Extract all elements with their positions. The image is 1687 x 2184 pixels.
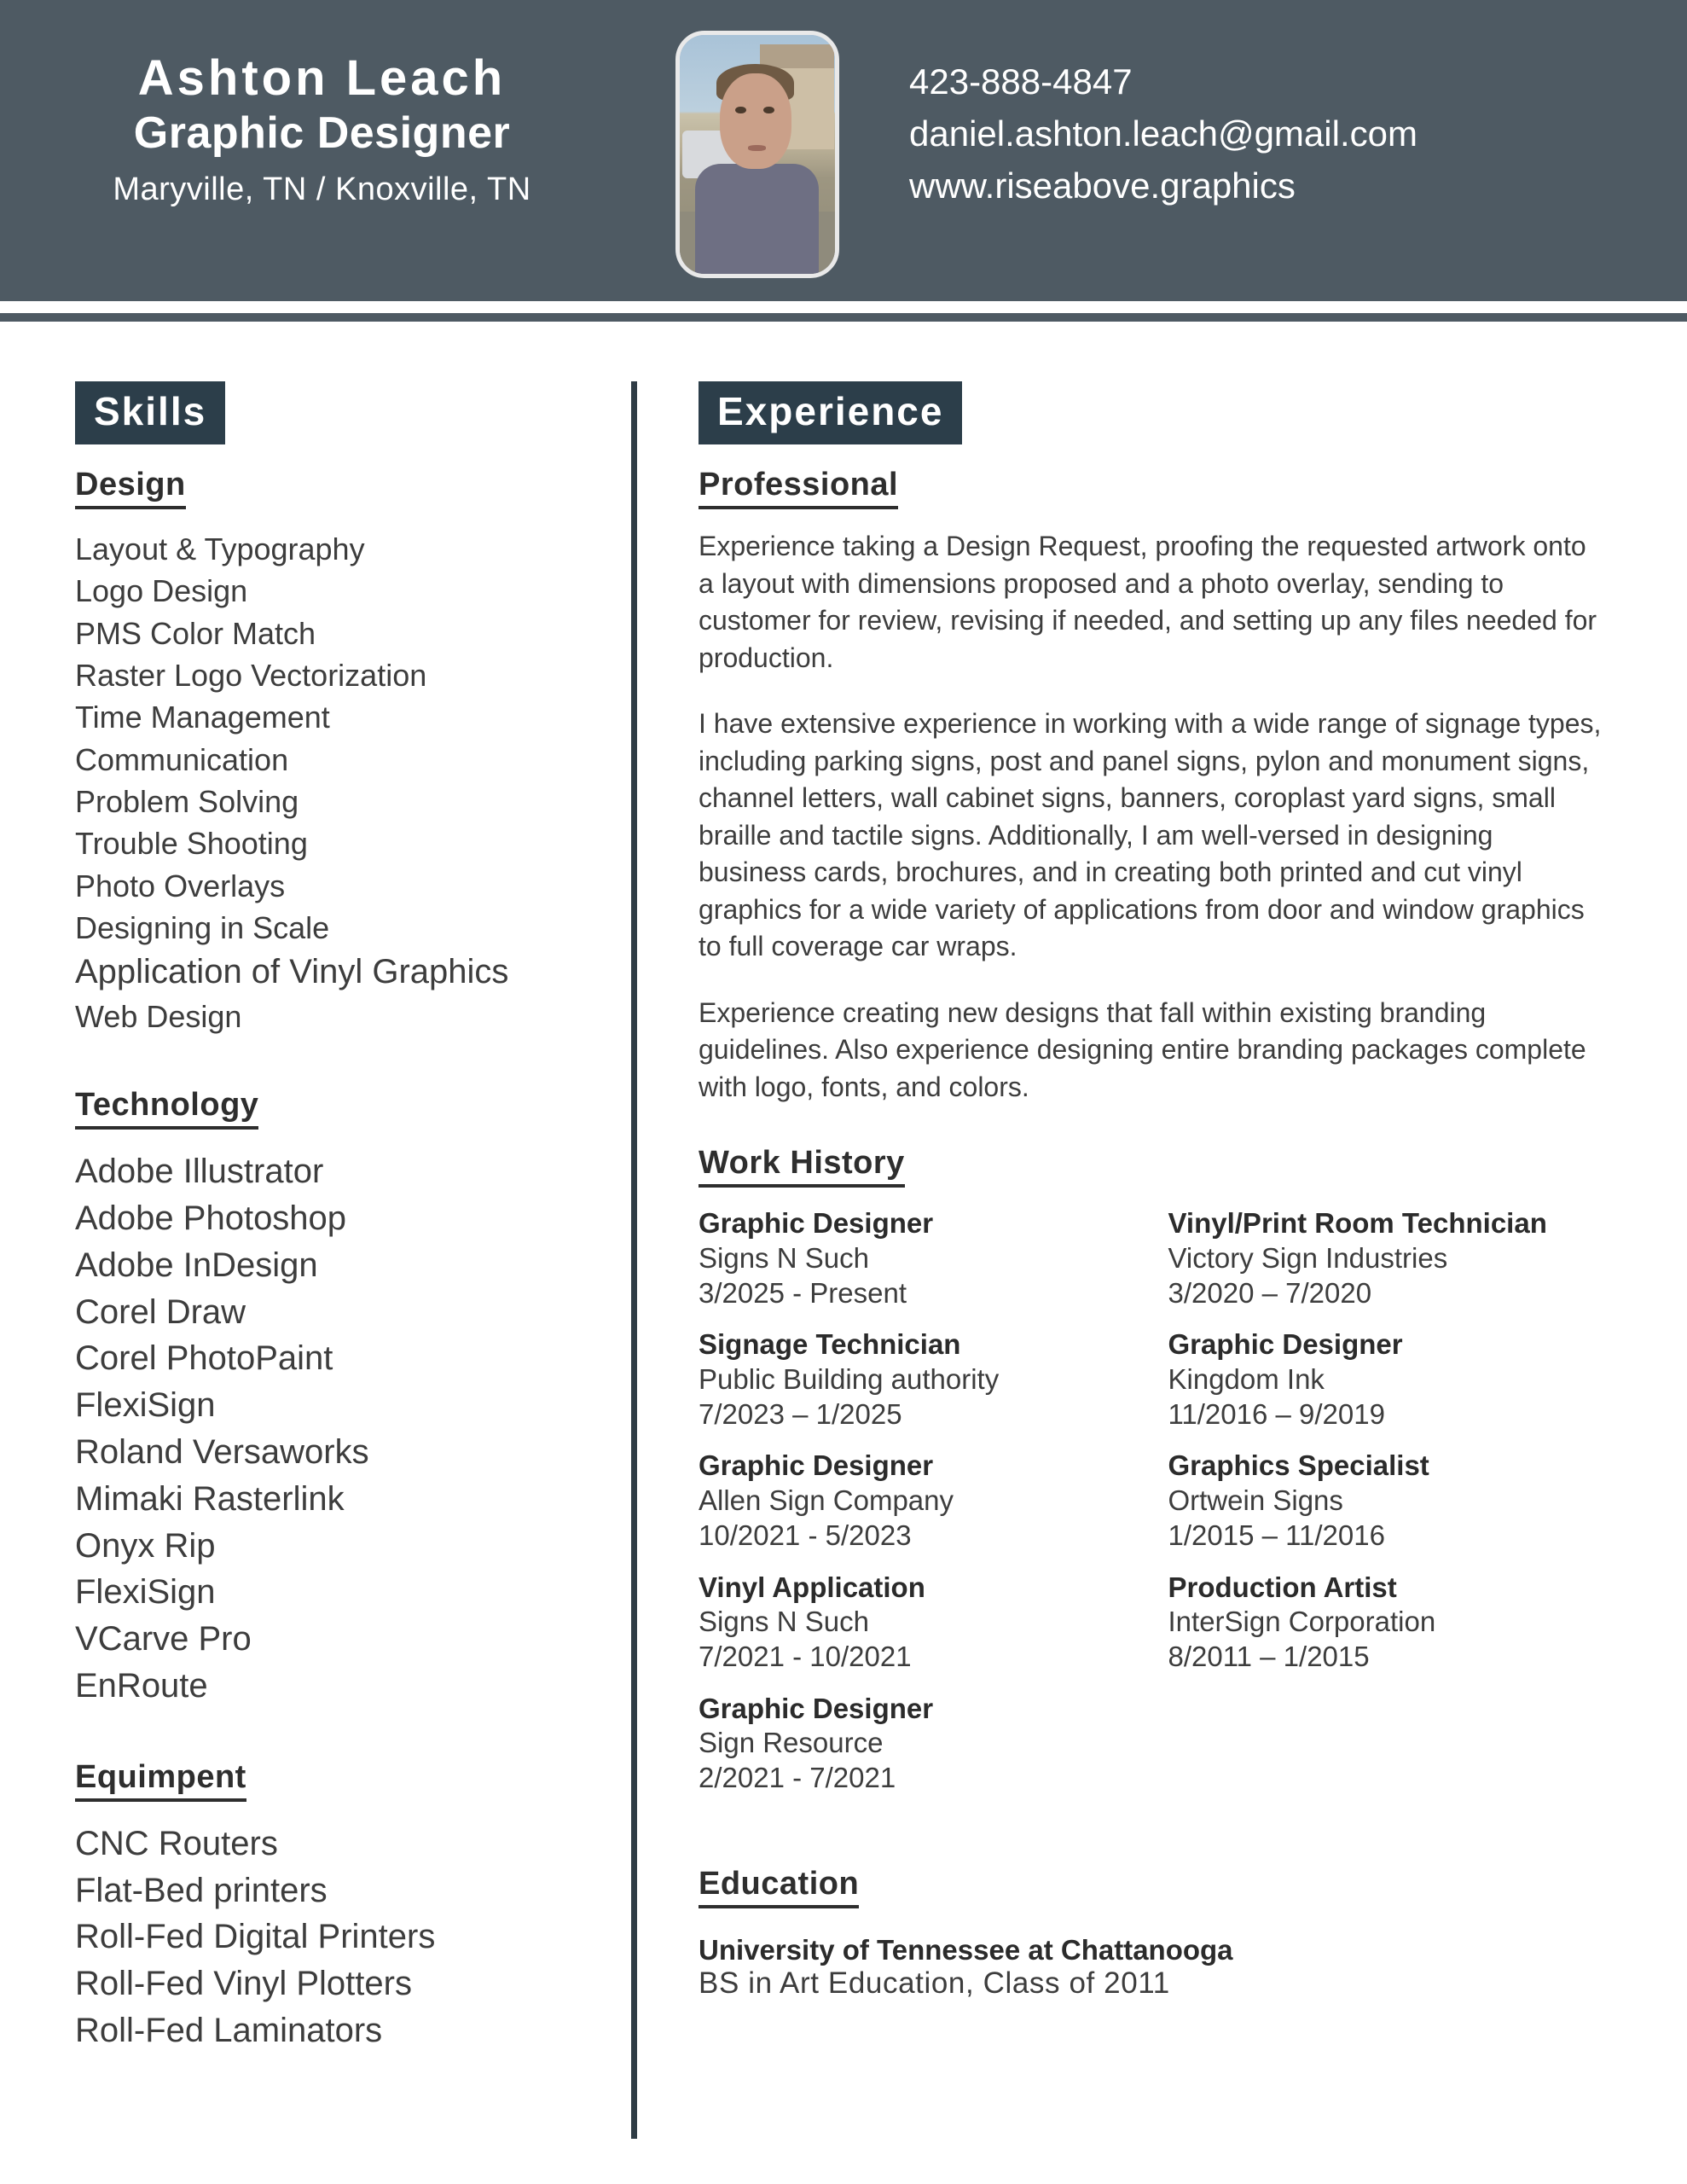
job-company: Kingdom Ink xyxy=(1168,1362,1325,1395)
education-group xyxy=(699,1866,1605,2001)
contact-block xyxy=(870,19,1687,212)
job-dates: 7/2023 – 1/2025 xyxy=(699,1398,902,1431)
list-item: Problem Solving xyxy=(75,783,299,819)
skills-equipment-group xyxy=(75,1759,631,2054)
design-skill-list xyxy=(75,528,631,1037)
header-divider xyxy=(0,301,1687,313)
job-title: Graphic Designer xyxy=(133,107,511,158)
list-item: Adobe Illustrator xyxy=(75,1153,324,1191)
job-company: Victory Sign Industries xyxy=(1168,1241,1448,1274)
job-company: Ortwein Signs xyxy=(1168,1484,1343,1516)
list-item: Raster Logo Vectorization xyxy=(75,657,427,693)
job-company: Allen Sign Company xyxy=(699,1484,954,1516)
job-entry xyxy=(1168,1327,1606,1432)
list-item: Roland Versaworks xyxy=(75,1433,369,1472)
job-company: Signs N Such xyxy=(699,1241,869,1274)
list-item: Web Design xyxy=(75,998,242,1034)
professional-paragraph: Experience taking a Design Request, proofing the requested artwork onto a layout with dimensions proposed and a photo overlay, sending to customer for review, revising if needed, and setting up any files needed for production. xyxy=(699,531,1597,673)
header-divider-secondary xyxy=(0,313,1687,322)
list-item: FlexiSign xyxy=(75,1386,216,1425)
job-role: Vinyl/Print Room Technician xyxy=(1168,1207,1547,1240)
job-dates: 11/2016 – 9/2019 xyxy=(1168,1398,1385,1431)
list-item: Designing in Scale xyxy=(75,909,330,945)
work-history-column-left xyxy=(699,1206,1136,1812)
list-item: Adobe InDesign xyxy=(75,1246,318,1284)
job-entry xyxy=(699,1327,1136,1432)
list-item: Layout & Typography xyxy=(75,531,365,566)
list-item: EnRoute xyxy=(75,1667,208,1705)
technology-skill-list xyxy=(75,1148,631,1710)
phone-number: 423-888-4847 xyxy=(909,61,1133,102)
list-item: Corel Draw xyxy=(75,1292,246,1331)
job-entry xyxy=(1168,1571,1606,1675)
job-role: Graphic Designer xyxy=(699,1207,934,1240)
list-item: FlexiSign xyxy=(75,1573,216,1612)
email-address[interactable]: daniel.ashton.leach@gmail.com xyxy=(909,113,1417,154)
resume-body xyxy=(0,322,1687,2139)
job-company: Signs N Such xyxy=(699,1606,869,1638)
list-item: Communication xyxy=(75,741,289,777)
column-divider xyxy=(631,381,637,2139)
list-item: Time Management xyxy=(75,700,330,735)
job-role: Production Artist xyxy=(1168,1571,1397,1603)
list-item: Roll-Fed Laminators xyxy=(75,2011,383,2049)
skills-technology-group xyxy=(75,1087,631,1710)
education-degree: BS in Art Education, Class of 2011 xyxy=(699,1966,1170,2000)
subsection-professional: Professional xyxy=(699,467,898,509)
list-item: Corel PhotoPaint xyxy=(75,1339,333,1378)
job-entry xyxy=(1168,1206,1606,1310)
avatar xyxy=(644,19,870,278)
list-item: Mimaki Rasterlink xyxy=(75,1479,345,1518)
list-item: Roll-Fed Digital Printers xyxy=(75,1918,436,1956)
professional-paragraph: Experience creating new designs that fall within existing branding guidelines. Also experience designing entire branding packages complete with logo, fonts, and colors. xyxy=(699,996,1586,1102)
job-entry xyxy=(699,1206,1136,1310)
job-dates: 10/2021 - 5/2023 xyxy=(699,1519,912,1552)
list-item: Logo Design xyxy=(75,573,248,609)
job-entry xyxy=(1168,1449,1606,1553)
job-role: Signage Technician xyxy=(699,1328,961,1361)
job-dates: 1/2015 – 11/2016 xyxy=(1168,1519,1385,1552)
list-item: Roll-Fed Vinyl Plotters xyxy=(75,1965,412,2003)
job-entry xyxy=(699,1692,1136,1796)
skills-column xyxy=(0,381,631,2139)
skills-design-group xyxy=(75,467,631,1037)
list-item: Flat-Bed printers xyxy=(75,1871,328,1909)
list-item: CNC Routers xyxy=(75,1824,278,1862)
education-entry xyxy=(699,1934,1605,2001)
section-title-skills: Skills xyxy=(75,381,225,444)
subsection-design: Design xyxy=(75,467,186,509)
list-item: Trouble Shooting xyxy=(75,826,308,862)
section-title-experience: Experience xyxy=(699,381,962,444)
list-item: Adobe Photoshop xyxy=(75,1199,347,1238)
list-item: PMS Color Match xyxy=(75,615,316,651)
resume-header xyxy=(0,0,1687,301)
job-role: Vinyl Application xyxy=(699,1571,925,1603)
subsection-technology: Technology xyxy=(75,1087,258,1130)
equipment-list xyxy=(75,1821,631,2054)
job-dates: 3/2020 – 7/2020 xyxy=(1168,1277,1372,1310)
full-name: Ashton Leach xyxy=(137,50,507,106)
website-url[interactable]: www.riseabove.graphics xyxy=(909,165,1296,206)
job-dates: 3/2025 - Present xyxy=(699,1277,907,1310)
job-company: Sign Resource xyxy=(699,1727,884,1759)
subsection-work-history: Work History xyxy=(699,1145,905,1188)
job-dates: 7/2021 - 10/2021 xyxy=(699,1641,912,1673)
list-item: Onyx Rip xyxy=(75,1526,216,1565)
list-item: Application of Vinyl Graphics xyxy=(75,953,509,991)
subsection-education: Education xyxy=(699,1866,859,1908)
subsection-equipment: Equimpent xyxy=(75,1759,246,1802)
professional-paragraph: I have extensive experience in working with a wide range of signage types, including parking signs, post and panel signs, pylon and monument signs, channel letters, wall cabinet signs, banners, coroplast yard signs, small braille and tactile signs. Additionally, I am well-versed in designing business cards, brochures, and in creating both printed and cut vinyl graphics for a wide variety of applications from door and window graphics to full coverage car wraps. xyxy=(699,708,1602,962)
job-entry xyxy=(699,1571,1136,1675)
portrait-photo xyxy=(675,31,839,278)
list-item: Photo Overlays xyxy=(75,868,286,903)
job-entry xyxy=(699,1449,1136,1553)
job-dates: 8/2011 – 1/2015 xyxy=(1168,1641,1370,1673)
job-company: InterSign Corporation xyxy=(1168,1606,1436,1638)
job-role: Graphic Designer xyxy=(1168,1328,1403,1361)
job-company: Public Building authority xyxy=(699,1362,1000,1395)
header-identity xyxy=(0,19,644,208)
work-history-column-right xyxy=(1168,1206,1606,1812)
work-history-group xyxy=(699,1145,1605,1812)
professional-group xyxy=(699,467,1605,1106)
job-role: Graphic Designer xyxy=(699,1449,934,1482)
experience-column xyxy=(637,381,1687,2139)
job-role: Graphic Designer xyxy=(699,1692,934,1724)
job-role: Graphics Specialist xyxy=(1168,1449,1429,1482)
location: Maryville, TN / Knoxville, TN xyxy=(113,171,531,207)
job-dates: 2/2021 - 7/2021 xyxy=(699,1762,896,1794)
education-school: University of Tennessee at Chattanooga xyxy=(699,1933,1233,1966)
list-item: VCarve Pro xyxy=(75,1620,252,1658)
